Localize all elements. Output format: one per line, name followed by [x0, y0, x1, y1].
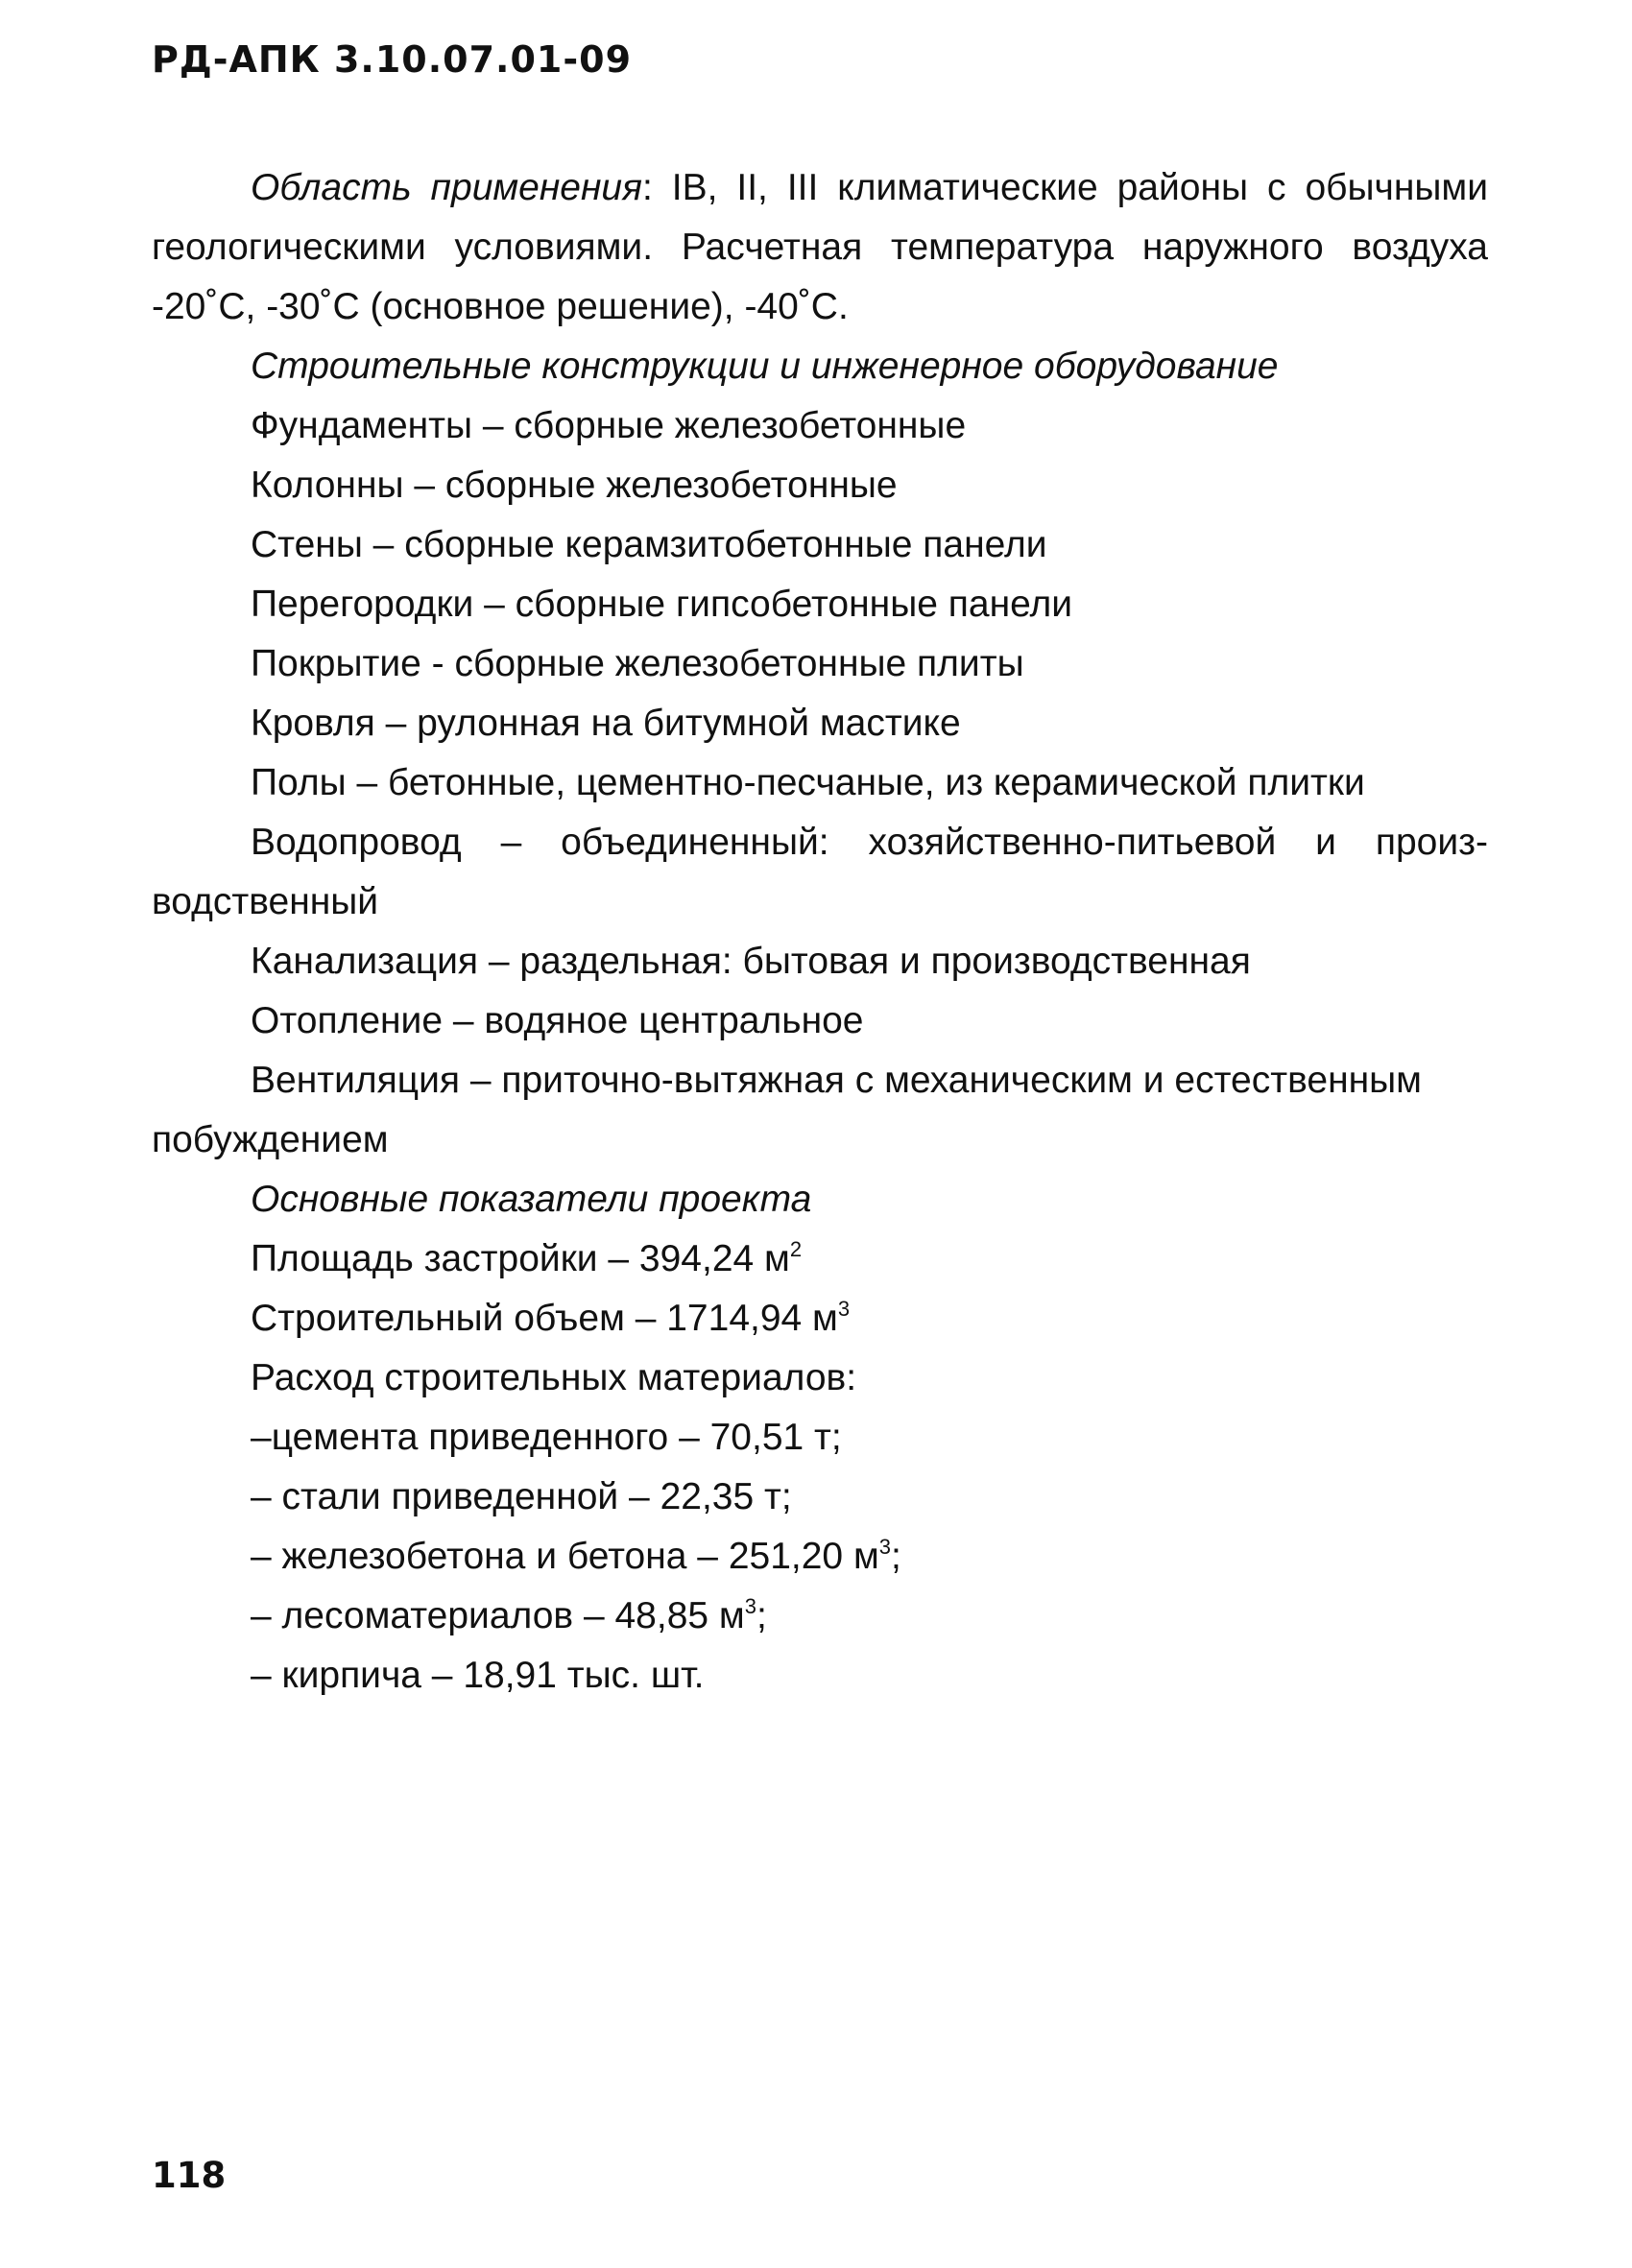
building-volume-unit-exponent: 3 — [837, 1297, 851, 1321]
building-volume-text: Строительный объем – 1714,94 м — [251, 1298, 838, 1339]
sewerage-line: Канализация – раздельная: бытовая и производственная — [251, 941, 1251, 982]
walls-line: Стены – сборные керамзитобетонные панели — [251, 524, 1047, 565]
ventilation-line: Вентиляция – приточно-вытяжная с механическим и естественным побуждением — [152, 1060, 1422, 1160]
constructions-heading: Строительные конструкции и инженерное оборудование — [251, 346, 1279, 387]
scope-paragraph — [152, 158, 1488, 337]
timber-end: ; — [756, 1595, 767, 1636]
timber-text: – лесоматериалов – 48,85 м — [251, 1595, 745, 1636]
water-supply-line: Водопровод – объединенный: хозяйственно-питьевой и произ- — [251, 822, 1488, 863]
cement-line: –цемента приведенного – 70,51 т; — [251, 1417, 842, 1458]
document-code: РД-АПК 3.10.07.01-09 — [152, 38, 633, 81]
building-volume-line — [152, 1289, 1488, 1349]
building-area-line — [152, 1229, 1488, 1289]
materials-heading: Расход строительных материалов: — [251, 1357, 857, 1398]
roofing-line: Кровля – рулонная на битумной мастике — [251, 703, 961, 744]
floors-line: Полы – бетонные, цементно-песчаные, из керамической плитки — [251, 762, 1365, 803]
foundations-line: Фундаменты – сборные железобетонные — [251, 405, 967, 446]
building-area-text: Площадь застройки – 394,24 м — [251, 1238, 790, 1279]
water-supply-continuation: водственный — [152, 881, 379, 922]
page-content — [152, 158, 1488, 1706]
timber-unit-exponent: 3 — [744, 1594, 756, 1618]
columns-line: Колонны – сборные железобетонные — [251, 465, 898, 506]
partitions-line: Перегородки – сборные гипсобетонные панели — [251, 584, 1073, 625]
scope-label: Область применения — [251, 167, 642, 208]
heating-line: Отопление – водяное центральное — [251, 1000, 864, 1041]
covering-line: Покрытие - сборные железобетонные плиты — [251, 643, 1024, 684]
building-area-unit-exponent: 2 — [789, 1237, 803, 1261]
concrete-end: ; — [891, 1536, 901, 1577]
concrete-line — [152, 1527, 1488, 1587]
scope-text: : IB, II, III климатические районы с обычными геологическими условиями. Расчетная температура наружного воздуха -20˚С, -30˚С (основное решение), -40˚С. — [152, 167, 1488, 327]
brick-line: – кирпича – 18,91 тыс. шт. — [251, 1655, 705, 1696]
timber-line — [152, 1587, 1488, 1646]
steel-line: – стали приведенной – 22,35 т; — [251, 1476, 792, 1517]
page-number: 118 — [152, 2155, 227, 2196]
concrete-unit-exponent: 3 — [878, 1535, 892, 1559]
indicators-heading: Основные показатели проекта — [251, 1179, 812, 1220]
concrete-text: – железобетона и бетона – 251,20 м — [251, 1536, 879, 1577]
